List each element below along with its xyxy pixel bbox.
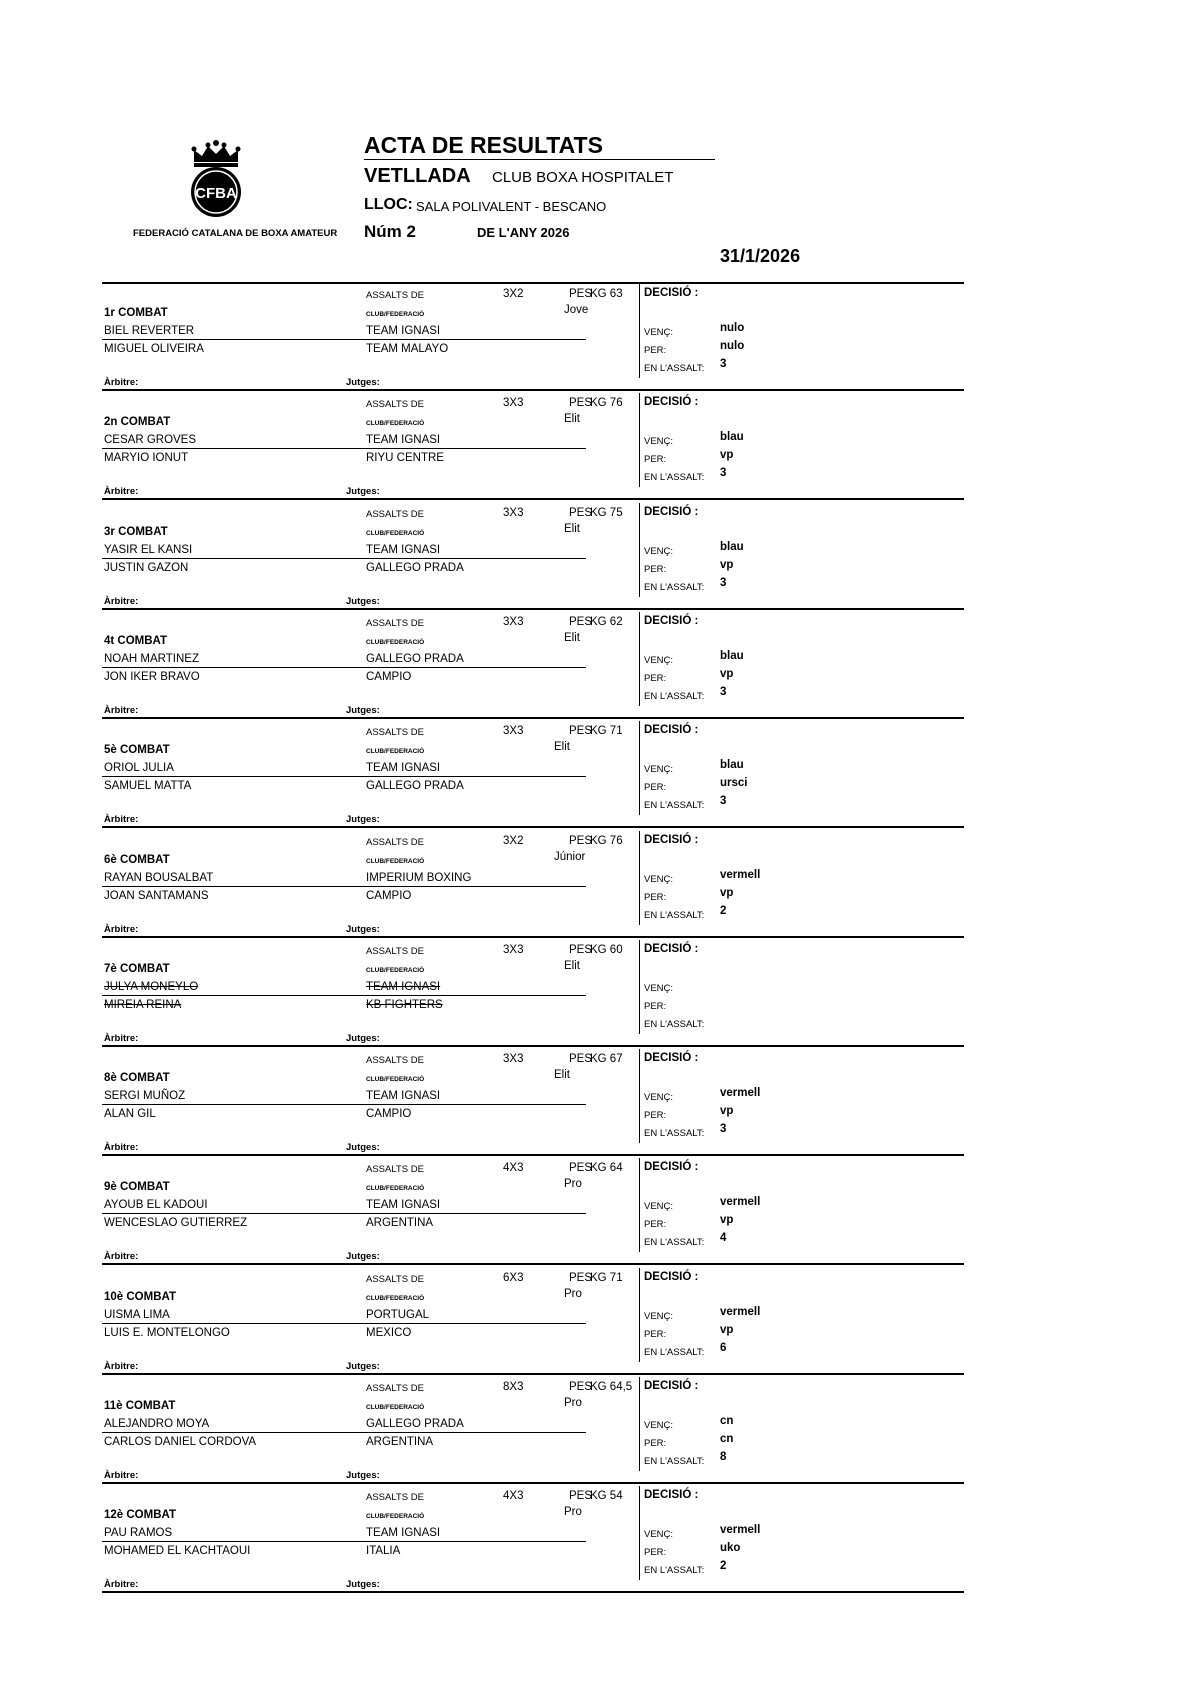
- combat-block: [102, 1266, 964, 1375]
- combat-title: 1r COMBAT: [104, 307, 168, 319]
- combat-block: [102, 1047, 964, 1156]
- winner-label: VENÇ:: [644, 546, 674, 557]
- combat-title: 2n COMBAT: [104, 416, 171, 428]
- combat-block: [102, 282, 964, 391]
- round-value: 6: [720, 1342, 727, 1354]
- round-label: EN L'ASSALT:: [644, 800, 705, 811]
- winner-value: vermell: [720, 1524, 761, 1536]
- rounds-value: 3X3: [503, 1053, 524, 1065]
- round-label: EN L'ASSALT:: [644, 1128, 705, 1139]
- rounds-label: ASSALTS DE: [366, 1164, 424, 1175]
- fighter-blue: JUSTIN GAZON: [104, 562, 189, 574]
- rounds-label: ASSALTS DE: [366, 727, 424, 738]
- weight-label: PES: [569, 1490, 593, 1502]
- club-label: CLUB/FEDERACIÓ: [366, 639, 425, 646]
- round-label: EN L'ASSALT:: [644, 363, 705, 374]
- club-label: CLUB/FEDERACIÓ: [366, 748, 425, 755]
- fighter-blue: ALAN GIL: [104, 1108, 156, 1120]
- combat-title: 6è COMBAT: [104, 854, 170, 866]
- club-red: TEAM IGNASI: [366, 1090, 441, 1102]
- method-value: vp: [720, 559, 734, 571]
- fighter-red: YASIR EL KANSI: [104, 544, 193, 556]
- rounds-label: ASSALTS DE: [366, 946, 424, 957]
- combat-top-rule: [102, 282, 964, 284]
- club-label: CLUB/FEDERACIÓ: [366, 1185, 425, 1192]
- fighter-blue: MIGUEL OLIVEIRA: [104, 343, 204, 355]
- rounds-value: 3X3: [503, 944, 524, 956]
- category-value: Elit: [564, 523, 580, 535]
- referee-label: Àrbitre:: [104, 596, 139, 607]
- winner-label: VENÇ:: [644, 1529, 674, 1540]
- combat-title: 9è COMBAT: [104, 1181, 170, 1193]
- rounds-label: ASSALTS DE: [366, 399, 424, 410]
- fighter-underline: [102, 1541, 586, 1542]
- club-blue: ARGENTINA: [366, 1436, 434, 1448]
- referee-label: Àrbitre:: [104, 1361, 139, 1372]
- referee-label: Àrbitre:: [104, 924, 139, 935]
- fighter-underline: [102, 558, 586, 559]
- fighter-blue: CARLOS DANIEL CORDOVA: [104, 1436, 257, 1448]
- method-value: vp: [720, 1324, 734, 1336]
- number-label: Núm 2: [364, 222, 416, 241]
- referee-label: Àrbitre:: [104, 814, 139, 825]
- club-label: CLUB/FEDERACIÓ: [366, 1404, 425, 1411]
- method-value: vp: [720, 668, 734, 680]
- round-value: 8: [720, 1451, 727, 1463]
- weight-value: KG 63: [590, 288, 623, 300]
- weight-value: KG 71: [590, 725, 623, 737]
- method-value: uko: [720, 1542, 741, 1554]
- method-label: PER:: [644, 1219, 667, 1230]
- referee-label: Àrbitre:: [104, 1470, 139, 1481]
- club-label: CLUB/FEDERACIÓ: [366, 311, 425, 318]
- round-value: 3: [720, 1123, 727, 1135]
- weight-label: PES: [569, 397, 593, 409]
- club-red: TEAM IGNASI: [366, 325, 441, 337]
- fighter-blue: JON IKER BRAVO: [104, 671, 200, 683]
- method-value: vp: [720, 449, 734, 461]
- weight-label: PES: [569, 944, 593, 956]
- winner-label: VENÇ:: [644, 1092, 674, 1103]
- rounds-value: 8X3: [503, 1381, 524, 1393]
- combat-block: [102, 1156, 964, 1265]
- decision-label: DECISIÓ :: [644, 1161, 699, 1173]
- decision-divider: [639, 721, 640, 815]
- method-label: PER:: [644, 673, 667, 684]
- decision-divider: [639, 1486, 640, 1580]
- category-value: Elit: [554, 1069, 570, 1081]
- referee-label: Àrbitre:: [104, 1579, 139, 1590]
- winner-value: blau: [720, 431, 744, 443]
- club-red: TEAM IGNASI: [366, 544, 441, 556]
- method-label: PER:: [644, 782, 667, 793]
- club-red: TEAM IGNASI: [366, 434, 441, 446]
- round-value: 3: [720, 358, 727, 370]
- fighter-underline: [102, 1323, 586, 1324]
- judges-label: Jutges:: [346, 596, 380, 607]
- decision-divider: [639, 1158, 640, 1252]
- club-blue: ITALIA: [366, 1545, 401, 1557]
- judges-label: Jutges:: [346, 1470, 380, 1481]
- fighter-red: SERGI MUÑOZ: [104, 1090, 186, 1102]
- round-value: 3: [720, 577, 727, 589]
- club-red: PORTUGAL: [366, 1309, 430, 1321]
- judges-label: Jutges:: [346, 814, 380, 825]
- referee-label: Àrbitre:: [104, 486, 139, 497]
- fighter-underline: [102, 448, 586, 449]
- round-value: 2: [720, 1560, 727, 1572]
- decision-divider: [639, 940, 640, 1034]
- fighter-red: ORIOL JULIA: [104, 762, 174, 774]
- fighter-underline: [102, 995, 586, 996]
- winner-value: vermell: [720, 1196, 761, 1208]
- weight-label: PES: [569, 725, 593, 737]
- decision-label: DECISIÓ :: [644, 287, 699, 299]
- combat-title: 12è COMBAT: [104, 1509, 176, 1521]
- round-label: EN L'ASSALT:: [644, 1237, 705, 1248]
- fighter-red: PAU RAMOS: [104, 1527, 173, 1539]
- winner-label: VENÇ:: [644, 764, 674, 775]
- decision-label: DECISIÓ :: [644, 943, 699, 955]
- fighter-underline: [102, 1104, 586, 1105]
- method-label: PER:: [644, 454, 667, 465]
- fighter-red: BIEL REVERTER: [104, 325, 195, 337]
- referee-label: Àrbitre:: [104, 1142, 139, 1153]
- combat-title: 11è COMBAT: [104, 1400, 176, 1412]
- winner-value: nulo: [720, 322, 745, 334]
- round-value: 2: [720, 905, 727, 917]
- fighter-blue: LUIS E. MONTELONGO: [104, 1327, 230, 1339]
- club-red: TEAM IGNASI: [366, 1199, 441, 1211]
- title-underline: [364, 159, 715, 160]
- rounds-value: 3X3: [503, 507, 524, 519]
- method-label: PER:: [644, 1001, 667, 1012]
- decision-label: DECISIÓ :: [644, 396, 699, 408]
- club-label: CLUB/FEDERACIÓ: [366, 420, 425, 427]
- category-value: Jove: [564, 304, 589, 316]
- fighter-blue: SAMUEL MATTA: [104, 780, 192, 792]
- combat-block: [102, 938, 964, 1047]
- method-label: PER:: [644, 345, 667, 356]
- decision-label: DECISIÓ :: [644, 1052, 699, 1064]
- rounds-value: 3X2: [503, 288, 524, 300]
- decision-label: DECISIÓ :: [644, 834, 699, 846]
- category-value: Elit: [564, 413, 580, 425]
- club-blue: GALLEGO PRADA: [366, 562, 464, 574]
- judges-label: Jutges:: [346, 1142, 380, 1153]
- club-blue: KB FIGHTERS: [366, 999, 443, 1011]
- combat-bottom-rule: [102, 1591, 964, 1593]
- method-label: PER:: [644, 1110, 667, 1121]
- club-blue: CAMPIO: [366, 1108, 412, 1120]
- combat-block: [102, 391, 964, 500]
- combat-block: [102, 719, 964, 828]
- rounds-value: 3X3: [503, 397, 524, 409]
- federation-name: FEDERACIÓ CATALANA DE BOXA AMATEUR: [133, 228, 338, 239]
- weight-value: KG 64: [590, 1162, 623, 1174]
- combat-bottom-rule: [102, 1263, 964, 1265]
- lloc-value: SALA POLIVALENT - BESCANO: [416, 199, 607, 214]
- round-label: EN L'ASSALT:: [644, 1565, 705, 1576]
- weight-value: KG 60: [590, 944, 623, 956]
- weight-label: PES: [569, 1272, 593, 1284]
- judges-label: Jutges:: [346, 1251, 380, 1262]
- fighter-red: UISMA LIMA: [104, 1309, 170, 1321]
- rounds-label: ASSALTS DE: [366, 618, 424, 629]
- fighter-blue: JOAN SANTAMANS: [104, 890, 209, 902]
- method-label: PER:: [644, 564, 667, 575]
- club-label: CLUB/FEDERACIÓ: [366, 967, 425, 974]
- combat-block: [102, 1375, 964, 1484]
- category-value: Pro: [564, 1178, 582, 1190]
- winner-label: VENÇ:: [644, 327, 674, 338]
- category-value: Pro: [564, 1288, 582, 1300]
- rounds-label: ASSALTS DE: [366, 1055, 424, 1066]
- fighter-blue: WENCESLAO GUTIERREZ: [104, 1217, 248, 1229]
- rounds-label: ASSALTS DE: [366, 837, 424, 848]
- winner-label: VENÇ:: [644, 1420, 674, 1431]
- method-value: vp: [720, 1214, 734, 1226]
- judges-label: Jutges:: [346, 377, 380, 388]
- club-label: CLUB/FEDERACIÓ: [366, 1295, 425, 1302]
- lloc-label: LLOC:: [364, 196, 413, 213]
- fighter-red: AYOUB EL KADOUI: [104, 1199, 208, 1211]
- logo-text: CFBA: [195, 185, 237, 202]
- fighter-red: ALEJANDRO MOYA: [104, 1418, 210, 1430]
- decision-divider: [639, 284, 640, 378]
- weight-value: KG 54: [590, 1490, 623, 1502]
- winner-label: VENÇ:: [644, 655, 674, 666]
- club-blue: CAMPIO: [366, 671, 412, 683]
- method-value: cn: [720, 1433, 734, 1445]
- winner-value: blau: [720, 759, 744, 771]
- year-label: DE L'ANY 2026: [477, 225, 570, 240]
- category-value: Elit: [564, 632, 580, 644]
- fighter-red: NOAH MARTINEZ: [104, 653, 199, 665]
- round-label: EN L'ASSALT:: [644, 691, 705, 702]
- rounds-value: 4X3: [503, 1490, 524, 1502]
- winner-label: VENÇ:: [644, 436, 674, 447]
- round-label: EN L'ASSALT:: [644, 910, 705, 921]
- fighter-red: JULYA MONEYLO: [104, 981, 199, 993]
- category-value: Pro: [564, 1397, 582, 1409]
- round-value: 3: [720, 795, 727, 807]
- rounds-value: 3X3: [503, 616, 524, 628]
- winner-label: VENÇ:: [644, 1201, 674, 1212]
- club-blue: ARGENTINA: [366, 1217, 434, 1229]
- document-title: ACTA DE RESULTATS: [364, 132, 603, 158]
- fighter-underline: [102, 1213, 586, 1214]
- club-red: GALLEGO PRADA: [366, 1418, 464, 1430]
- fighter-red: CESAR GROVES: [104, 434, 197, 446]
- combat-bottom-rule: [102, 498, 964, 500]
- combat-bottom-rule: [102, 826, 964, 828]
- rounds-value: 3X2: [503, 835, 524, 847]
- fighter-underline: [102, 667, 586, 668]
- category-value: Elit: [554, 741, 570, 753]
- judges-label: Jutges:: [346, 1579, 380, 1590]
- weight-value: KG 64,5: [590, 1381, 633, 1393]
- club-red: TEAM IGNASI: [366, 1527, 441, 1539]
- decision-label: DECISIÓ :: [644, 1489, 699, 1501]
- decision-divider: [639, 831, 640, 925]
- vetllada-label: VETLLADA: [364, 165, 471, 187]
- weight-label: PES: [569, 1381, 593, 1393]
- decision-divider: [639, 393, 640, 487]
- referee-label: Àrbitre:: [104, 1251, 139, 1262]
- decision-divider: [639, 1268, 640, 1362]
- referee-label: Àrbitre:: [104, 377, 139, 388]
- fighter-blue: MOHAMED EL KACHTAOUI: [104, 1545, 251, 1557]
- combat-block: [102, 829, 964, 938]
- round-label: EN L'ASSALT:: [644, 1347, 705, 1358]
- club-blue: GALLEGO PRADA: [366, 780, 464, 792]
- weight-value: KG 75: [590, 507, 623, 519]
- decision-label: DECISIÓ :: [644, 1271, 699, 1283]
- method-label: PER:: [644, 1547, 667, 1558]
- decision-divider: [639, 1377, 640, 1471]
- method-value: vp: [720, 887, 734, 899]
- vetllada-value: CLUB BOXA HOSPITALET: [492, 169, 674, 186]
- weight-value: KG 62: [590, 616, 623, 628]
- weight-value: KG 67: [590, 1053, 623, 1065]
- club-blue: CAMPIO: [366, 890, 412, 902]
- combat-title: 8è COMBAT: [104, 1072, 170, 1084]
- weight-label: PES: [569, 1162, 593, 1174]
- weight-label: PES: [569, 288, 593, 300]
- fighter-underline: [102, 886, 586, 887]
- decision-label: DECISIÓ :: [644, 724, 699, 736]
- winner-label: VENÇ:: [644, 874, 674, 885]
- rounds-value: 3X3: [503, 725, 524, 737]
- fighter-underline: [102, 339, 586, 340]
- winner-value: vermell: [720, 1306, 761, 1318]
- method-label: PER:: [644, 1329, 667, 1340]
- club-label: CLUB/FEDERACIÓ: [366, 530, 425, 537]
- decision-label: DECISIÓ :: [644, 1380, 699, 1392]
- referee-label: Àrbitre:: [104, 705, 139, 716]
- combat-title: 4t COMBAT: [104, 635, 168, 647]
- fighter-underline: [102, 776, 586, 777]
- winner-value: cn: [720, 1415, 734, 1427]
- weight-value: KG 76: [590, 835, 623, 847]
- event-date: 31/1/2026: [720, 246, 801, 266]
- combat-block: [102, 1484, 964, 1593]
- fighter-blue: MARYIO IONUT: [104, 452, 189, 464]
- decision-label: DECISIÓ :: [644, 506, 699, 518]
- judges-label: Jutges:: [346, 705, 380, 716]
- combat-title: 10è COMBAT: [104, 1291, 176, 1303]
- category-value: Pro: [564, 1506, 582, 1518]
- round-value: 3: [720, 467, 727, 479]
- rounds-value: 4X3: [503, 1162, 524, 1174]
- rounds-label: ASSALTS DE: [366, 1492, 424, 1503]
- winner-label: VENÇ:: [644, 983, 674, 994]
- winner-value: vermell: [720, 869, 761, 881]
- decision-divider: [639, 503, 640, 597]
- club-red: IMPERIUM BOXING: [366, 872, 472, 884]
- rounds-label: ASSALTS DE: [366, 290, 424, 301]
- club-red: GALLEGO PRADA: [366, 653, 464, 665]
- combat-title: 5è COMBAT: [104, 744, 170, 756]
- weight-value: KG 76: [590, 397, 623, 409]
- method-label: PER:: [644, 892, 667, 903]
- winner-value: blau: [720, 650, 744, 662]
- round-value: 3: [720, 686, 727, 698]
- rounds-label: ASSALTS DE: [366, 509, 424, 520]
- combat-title: 3r COMBAT: [104, 526, 168, 538]
- rounds-value: 6X3: [503, 1272, 524, 1284]
- decision-label: DECISIÓ :: [644, 615, 699, 627]
- round-label: EN L'ASSALT:: [644, 472, 705, 483]
- weight-label: PES: [569, 835, 593, 847]
- round-label: EN L'ASSALT:: [644, 1019, 705, 1030]
- club-red: TEAM IGNASI: [366, 762, 441, 774]
- club-red: TEAM IGNASI: [366, 981, 441, 993]
- round-label: EN L'ASSALT:: [644, 582, 705, 593]
- fighter-blue: MIREIA REINA: [104, 999, 182, 1011]
- rounds-label: ASSALTS DE: [366, 1274, 424, 1285]
- category-value: Júnior: [554, 851, 586, 863]
- club-label: CLUB/FEDERACIÓ: [366, 1076, 425, 1083]
- club-label: CLUB/FEDERACIÓ: [366, 1513, 425, 1520]
- judges-label: Jutges:: [346, 486, 380, 497]
- fighter-underline: [102, 1432, 586, 1433]
- decision-divider: [639, 612, 640, 706]
- round-label: EN L'ASSALT:: [644, 1456, 705, 1467]
- method-value: ursci: [720, 777, 748, 789]
- winner-label: VENÇ:: [644, 1311, 674, 1322]
- fighter-red: RAYAN BOUSALBAT: [104, 872, 214, 884]
- club-blue: TEAM MALAYO: [366, 343, 449, 355]
- weight-value: KG 71: [590, 1272, 623, 1284]
- club-blue: RIYU CENTRE: [366, 452, 444, 464]
- category-value: Elit: [564, 960, 580, 972]
- method-value: vp: [720, 1105, 734, 1117]
- combat-title: 7è COMBAT: [104, 963, 170, 975]
- weight-label: PES: [569, 1053, 593, 1065]
- weight-label: PES: [569, 507, 593, 519]
- weight-label: PES: [569, 616, 593, 628]
- winner-value: blau: [720, 541, 744, 553]
- referee-label: Àrbitre:: [104, 1033, 139, 1044]
- combat-block: [102, 610, 964, 719]
- method-value: nulo: [720, 340, 745, 352]
- club-blue: MEXICO: [366, 1327, 412, 1339]
- winner-value: vermell: [720, 1087, 761, 1099]
- judges-label: Jutges:: [346, 1361, 380, 1372]
- judges-label: Jutges:: [346, 1033, 380, 1044]
- federation-logo: [186, 140, 246, 220]
- decision-divider: [639, 1049, 640, 1143]
- method-label: PER:: [644, 1438, 667, 1449]
- judges-label: Jutges:: [346, 924, 380, 935]
- round-value: 4: [720, 1232, 727, 1244]
- combat-block: [102, 501, 964, 610]
- club-label: CLUB/FEDERACIÓ: [366, 858, 425, 865]
- rounds-label: ASSALTS DE: [366, 1383, 424, 1394]
